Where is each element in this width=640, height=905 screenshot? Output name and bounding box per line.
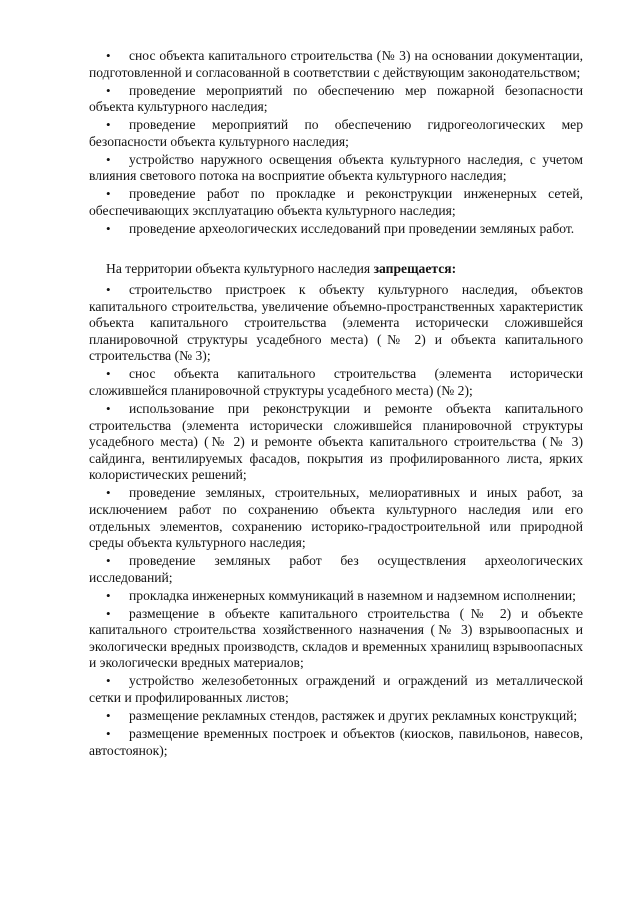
bullet-icon: • bbox=[106, 708, 111, 724]
bullet-icon: • bbox=[106, 48, 111, 63]
bullet-icon: • bbox=[106, 553, 111, 569]
prohibition-intro: На территории объекта культурного наследия запрещается: bbox=[106, 261, 457, 277]
list-item: • снос объекта капитального строительства (элемента исторически сложившейся планировочной структуры усадебного места) (№ 2); bbox=[89, 366, 583, 399]
bullet-icon: • bbox=[106, 186, 111, 202]
bullet-icon: • bbox=[106, 282, 111, 298]
list-item: • размещение в объекте капитального строительства (№ 2) и объекте капитального строительства хозяйственного назначения (№ 3) взрывоопасных и экологически вредных производств, складов и временных хранилищ взрывоопасных и экологически вредных материалов; bbox=[89, 605, 583, 671]
bullet-icon: • bbox=[106, 726, 111, 742]
allowed-works-list bbox=[89, 48, 583, 237]
list-item: • размещение рекламных стендов, растяжек и других рекламных конструкций; bbox=[106, 708, 578, 724]
bullet-icon: • bbox=[106, 151, 111, 167]
bullet-icon: • bbox=[106, 485, 111, 501]
list-item: • устройство наружного освещения объекта культурного наследия, с учетом влияния светового потока на восприятие объекта культурного наследия; bbox=[89, 151, 583, 184]
list-item: • использование при реконструкции и ремонте объекта капитального строительства (элемента исторически сложившейся планировочной структуры усадебного места) (№ 2) и ремонте объекта капитального строительства (№ 3) сайдинга, вентилируемых фасадов, покрытия из профилированного листа, ярких колористических решений; bbox=[89, 401, 583, 483]
list-item: • проведение археологических исследований при проведении земляных работ. bbox=[106, 220, 575, 236]
bullet-icon: • bbox=[106, 401, 111, 417]
list-item: • проведение земляных работ без осуществления археологических исследований; bbox=[89, 553, 583, 585]
prohibited-works-list bbox=[89, 282, 583, 759]
list-item: • проведение работ по прокладке и реконструкции инженерных сетей, обеспечивающих эксплуатацию объекта культурного наследия; bbox=[89, 186, 583, 218]
list-item: • строительство пристроек к объекту культурного наследия, объектов капитального строительства, увеличение объемно-пространственных характеристик объекта капитального строительства (элемента исторически сложившейся планировочной структуры усадебного места) (№ 2) и объекта капитального строительства (№ 3); bbox=[89, 282, 583, 364]
bullet-icon: • bbox=[106, 366, 111, 382]
list-item: • проведение земляных, строительных, мелиоративных и иных работ, за исключением работ по сохранению объекта культурного наследия или его отдельных элементов, сохранению историко-градостроительной или природной среды объекта культурного наследия; bbox=[89, 485, 583, 551]
list-item: • устройство железобетонных ограждений и ограждений из металлической сетки и профилированных листов; bbox=[89, 673, 583, 706]
bullet-icon: • bbox=[106, 82, 111, 98]
prohibition-emphasis: запрещается: bbox=[373, 261, 457, 277]
list-item: • снос объекта капитального строительства (№ 3) на основании документации, подготовленной и согласованной в соответствии с действующим законодательством; bbox=[89, 48, 583, 80]
list-item: • проведение мероприятий по обеспечению мер пожарной безопасности объекта культурного наследия; bbox=[89, 82, 583, 115]
bullet-icon: • bbox=[106, 117, 111, 133]
bullet-icon: • bbox=[106, 587, 111, 603]
list-item: • размещение временных построек и объектов (киосков, павильонов, навесов, автостоянок); bbox=[89, 726, 583, 758]
bullet-icon: • bbox=[106, 605, 111, 621]
list-item: • проведение мероприятий по обеспечению гидрогеологических мер безопасности объекта культурного наследия; bbox=[89, 117, 583, 149]
bullet-icon: • bbox=[106, 673, 111, 689]
bullet-icon: • bbox=[106, 220, 111, 236]
list-item: • прокладка инженерных коммуникаций в наземном и надземном исполнении; bbox=[106, 587, 576, 603]
